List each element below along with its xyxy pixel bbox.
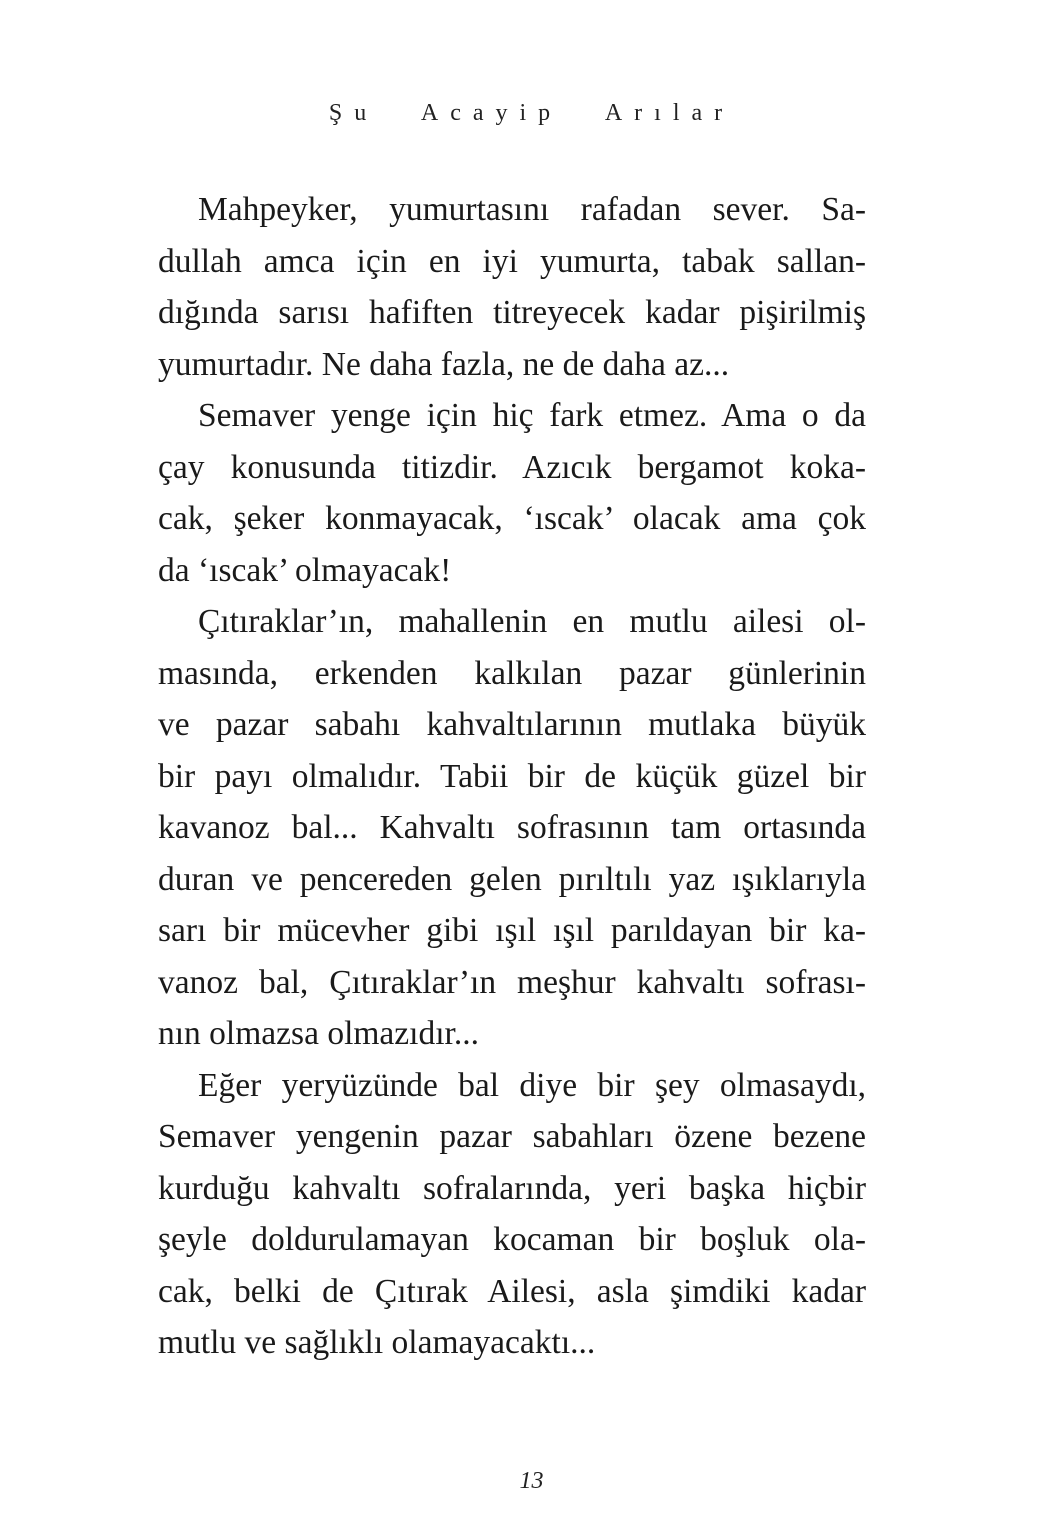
- paragraph-1-line-1: Mahpeyker, yumurtasını rafadan sever. Sa-: [198, 191, 866, 228]
- paragraph-3-line-1: Çıtıraklar’ın, mahallenin en mutlu ailesi ol-: [198, 603, 866, 640]
- paragraph-3-line-2: masında, erkenden kalkılan pazar günlerinin: [158, 654, 866, 692]
- paragraph-3-line-3: ve pazar sabahı kahvaltılarının mutlaka büyük: [158, 706, 866, 743]
- body-text: [158, 184, 866, 1369]
- paragraph-2-line-3: cak, şeker konmayacak, ‘ıscak’ olacak ama çok: [158, 500, 866, 537]
- paragraph-1-line-4: yumurtadır. Ne daha fazla, ne de daha az...: [158, 345, 730, 383]
- paragraph-4-line-4: şeyle doldurulamayan kocaman bir boşluk ola-: [158, 1221, 866, 1258]
- paragraph-3-line-8: vanoz bal, Çıtıraklar’ın meşhur kahvaltı sofrası-: [158, 963, 866, 1001]
- paragraph-4-line-1: Eğer yeryüzünde bal diye bir şey olmasaydı,: [198, 1066, 866, 1104]
- paragraph-4-line-2: Semaver yengenin pazar sabahları özene bezene: [158, 1118, 866, 1155]
- paragraph-3-line-4: bir payı olmalıdır. Tabii bir de küçük güzel bir: [158, 757, 866, 795]
- paragraph-2-line-2: çay konusunda titizdir. Azıcık bergamot koka-: [158, 448, 866, 486]
- paragraph-1-line-2: dullah amca için en iyi yumurta, tabak sallan-: [158, 242, 866, 280]
- paragraph-4-line-3: kurduğu kahvaltı sofralarında, yeri başka hiçbir: [158, 1169, 866, 1207]
- page-number: 13: [519, 1468, 544, 1494]
- paragraph-2-line-4: da ‘ıscak’ olmayacak!: [158, 551, 452, 589]
- paragraph-1-line-3: dığında sarısı hafiften titreyecek kadar pişirilmiş: [158, 294, 866, 331]
- paragraph-3-line-6: duran ve pencereden gelen pırıltılı yaz ışıklarıyla: [158, 860, 866, 898]
- paragraph-4-line-6: mutlu ve sağlıklı olamayacaktı...: [158, 1324, 596, 1361]
- paragraph-3-line-5: kavanoz bal... Kahvaltı sofrasının tam ortasında: [158, 809, 866, 846]
- paragraph-2-line-1: Semaver yenge için hiç fark etmez. Ama o da: [198, 397, 866, 434]
- paragraph-3-line-9: nın olmazsa olmazıdır...: [158, 1015, 479, 1052]
- paragraph-3-line-7: sarı bir mücevher gibi ışıl ışıl parıldayan bir ka-: [158, 912, 866, 949]
- paragraph-4-line-5: cak, belki de Çıtırak Ailesi, asla şimdiki kadar: [158, 1272, 866, 1310]
- running-header: Şu Acayip Arılar: [328, 100, 735, 126]
